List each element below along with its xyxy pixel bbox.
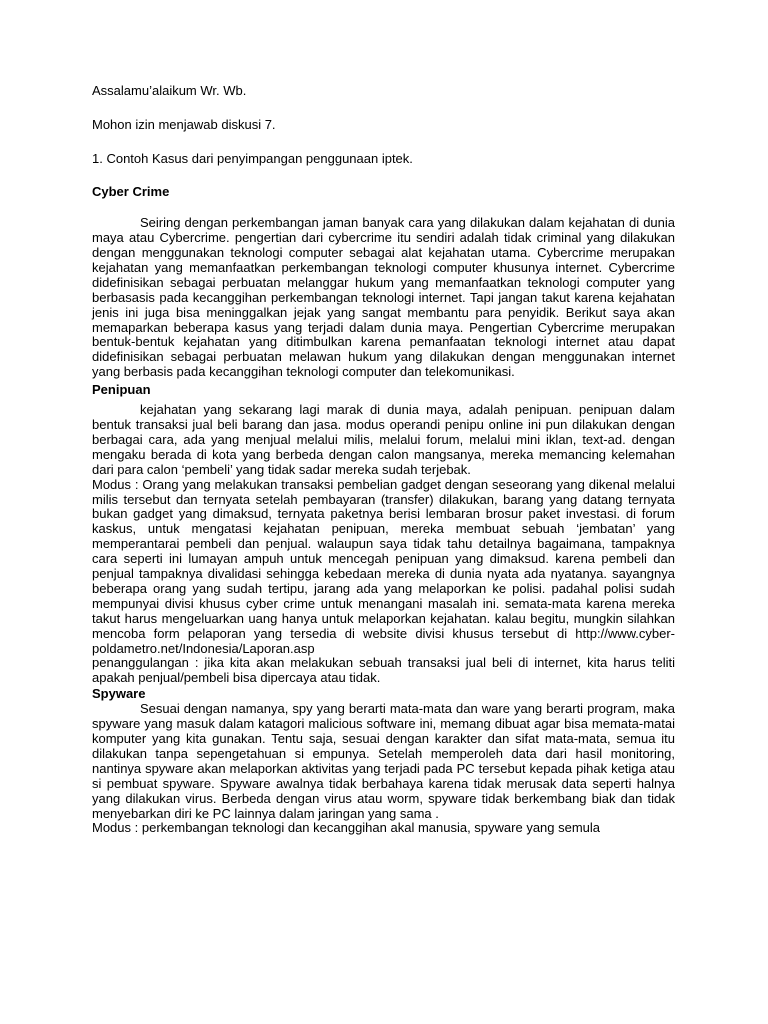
intro-text: Mohon izin menjawab diskusi 7. bbox=[92, 116, 276, 132]
document-page bbox=[92, 84, 675, 836]
greeting-text: Assalamu’alaikum Wr. Wb. bbox=[92, 83, 247, 98]
cyber-crime-heading: Cyber Crime bbox=[92, 184, 170, 200]
penipuan-penanggulangan-paragraph: penanggulangan : jika kita akan melakukan sebuah transaksi jual beli di internet, kita harus teliti apakah penjual/pembeli bisa dipercaya atau tidak. bbox=[92, 655, 675, 686]
penipuan-heading: Penipuan bbox=[92, 382, 151, 398]
question-text: 1. Contoh Kasus dari penyimpangan penggunaan iptek. bbox=[92, 150, 413, 166]
penipuan-modus-paragraph: Modus : Orang yang melakukan transaksi pembelian gadget dengan seseorang yang dikenal melalui milis tersebut dan ternyata setelah pembayaran (transfer) dilakukan, barang yang datang ternyata bukan gadget yang dimaksud, ternyata paketnya berisi lembaran brosur paket investasi. di forum kaskus, untuk mengatasi kejahatan penipuan, mereka membuat sebuah ‘jembatan’ yang memperantarai pembeli dan penjual. walaupun saya tidak tahu detailnya bagaimana, tampaknya cara seperti ini lumayan ampuh untuk mencegah penipuan yang dimaksud. karena pembeli dan penjual tampaknya divalidasi sehingga kebedaan mereka di dunia nyata ada nyatanya. sayangnya beberapa orang yang sudah tertipu, jarang ada yang melaporkan ke polisi. padahal polisi sudah mempunyai divisi khusus cyber crime untuk menangani masalah ini. semata-mata karena mereka takut harus mengeluarkan uang hanya untuk melaporkan kejahatan. kalau begitu, mungkin silahkan mencoba form pelaporan yang tersedia di website divisi khusus tersebut di http://www.cyber-poldametro.net/Indonesia/Laporan.asp bbox=[92, 476, 675, 656]
spyware-modus-paragraph: Modus : perkembangan teknologi dan kecanggihan akal manusia, spyware yang semula bbox=[92, 820, 601, 836]
penipuan-paragraph: kejahatan yang sekarang lagi marak di dunia maya, adalah penipuan. penipuan dalam bentuk transaksi jual beli barang dan jasa. modus operandi penipu online ini pun dilakukan dengan berbagai cara, ada yang menjual melalui milis, melalui forum, melalui mini iklan, text-ad. dengan mengaku berada di kota yang berbeda dengan calon mangsanya, mereka memancing kelemahan dari para calon ‘pembeli’ yang tidak sadar mereka sudah terjebak. bbox=[92, 402, 675, 477]
cyber-crime-paragraph: Seiring dengan perkembangan jaman banyak cara yang dilakukan dalam kejahatan di dunia maya atau Cybercrime. pengertian dari cybercrime itu sendiri adalah tidak criminal yang dilakukan dengan menggunakan teknologi computer sebagai alat kejahatan utama. Cybercrime merupakan kejahatan yang memanfaatkan perkembangan teknologi computer khusunya internet. Cybercrime didefinisikan sebagai perbuatan melanggar hukum yang memanfaatkan teknologi computer yang berbasasis pada kecanggihan perkembangan teknologi internet. Tapi jangan takut karena kejahatan jenis ini juga bisa meninggalkan jejak yang sangat membantu para penyidik. Berikut saya akan memaparkan beberapa kasus yang terjadi dalam dunia maya. Pengertian Cybercrime merupakan bentuk-bentuk kejahatan yang ditimbulkan karena pemanfaatan teknologi internet atau dapat didefinisikan sebagai perbuatan melawan hukum yang dilakukan dengan menggunakan internet yang berbasis pada kecanggihan teknologi computer dan telekomunikasi. bbox=[92, 215, 675, 380]
spyware-heading: Spyware bbox=[92, 686, 146, 702]
spyware-paragraph: Sesuai dengan namanya, spy yang berarti mata-mata dan ware yang berarti program, maka spyware yang masuk dalam katagori malicious software ini, memang dibuat agar bisa memata-matai komputer yang kita gunakan. Tentu saja, sesuai dengan karakter dan sifat mata-mata, semua itu dilakukan tanpa sepengetahuan si empunya. Setelah memperoleh data dari hasil monitoring, nantinya spyware akan melaporkan aktivitas yang terjadi pada PC tersebut kepada pihak ketiga atau si pembuat spyware. Spyware awalnya tidak berbahaya karena tidak merusak data seperti halnya yang dilakukan virus. Berbeda dengan virus atau worm, spyware tidak berkembang biak dan tidak menyebarkan diri ke PC lainnya dalam jaringan yang sama . bbox=[92, 701, 675, 821]
